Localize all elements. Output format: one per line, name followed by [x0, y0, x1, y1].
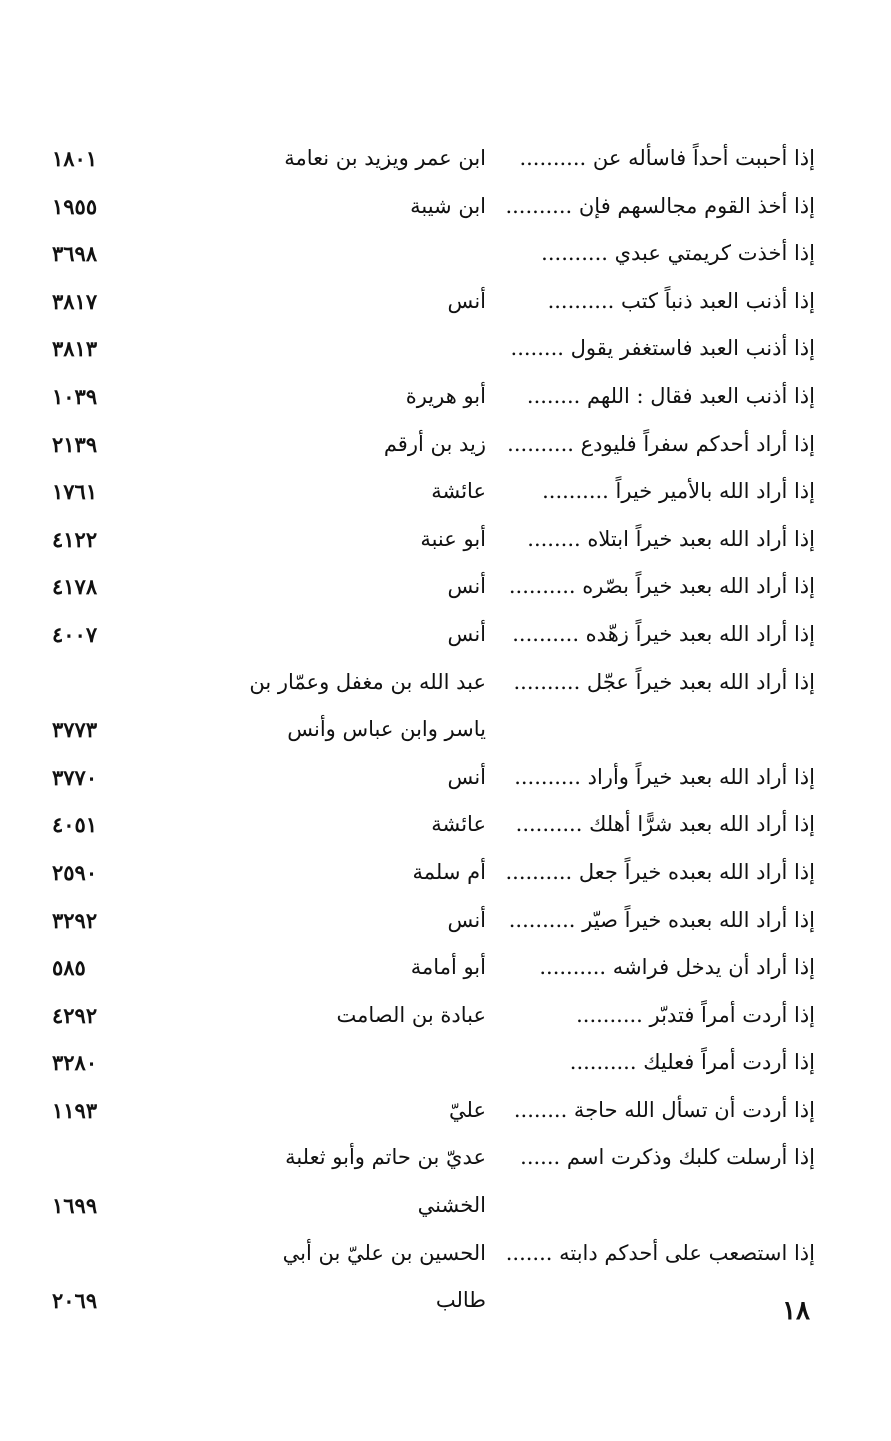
index-entry [0, 281, 891, 329]
hadith-text: إذا أراد الله بعبد خيراً زهّده .......... [512, 621, 815, 646]
hadith-number: ٥٨٥ [52, 955, 86, 981]
hadith-text: إذا أذنب العبد فاستغفر يقول ........ [510, 336, 815, 361]
hadith-text: إذا أراد الله بعبد خيراً بصّره .......... [508, 574, 815, 599]
index-entry [0, 995, 891, 1043]
index-entry [0, 471, 891, 519]
hadith-number: ١١٩٣ [52, 1097, 98, 1123]
hadith-number: ٣٢٨٠ [52, 1050, 98, 1076]
narrator-name: الحسين بن عليّ بن أبي [282, 1240, 486, 1265]
hadith-text: إذا أراد الله بعبد شرًّا أهلك .......... [515, 812, 815, 837]
index-entry [0, 900, 891, 948]
page-number: ١٨ [782, 1296, 810, 1326]
narrator-name: عبادة بن الصامت [336, 1002, 486, 1027]
hadith-text: إذا أحببت أحداً فاسأله عن .......... [519, 146, 815, 170]
narrator-name: الخشني [417, 1193, 486, 1218]
hadith-text: إذا أراد الله بعبد خيراً عجّل .......... [513, 669, 815, 694]
hadith-text: إذا أرسلت كلبك وذكرت اسم ...... [520, 1145, 815, 1170]
index-entry [0, 804, 891, 852]
hadith-number: ٤٠٥١ [52, 812, 98, 838]
narrator-name: ياسر وابن عباس وأنس [287, 717, 486, 742]
narrator-name: أبو عنبة [420, 526, 486, 551]
index-entry [0, 376, 891, 424]
index-entry [0, 1185, 891, 1233]
hadith-number: ٤٠٠٧ [52, 621, 98, 647]
hadith-number: ٤٢٩٢ [52, 1002, 98, 1028]
narrator-name: أم سلمة [412, 859, 486, 884]
narrator-name: عائشة [431, 812, 486, 837]
hadith-text: إذا أذنب العبد ذنباً كتب .......... [547, 288, 815, 313]
index-entry [0, 852, 891, 900]
hadith-index-list [0, 138, 891, 1328]
hadith-number: ٢١٣٩ [52, 431, 98, 457]
hadith-text: إذا أراد الله بعبده خيراً جعل .......... [505, 859, 815, 884]
narrator-name: أبو هريرة [405, 383, 486, 408]
narrator-name: ابن شيبة [410, 193, 486, 218]
index-entry [0, 662, 891, 710]
hadith-text: إذا أراد الله بعبده خيراً صيّر .......... [508, 907, 815, 932]
narrator-name: أبو أمامة [410, 955, 486, 980]
hadith-number: ٤١٢٢ [52, 526, 98, 552]
index-entry [0, 138, 891, 186]
index-entry [0, 614, 891, 662]
hadith-number: ٣٨١٣ [52, 336, 98, 362]
narrator-name: عليّ [449, 1097, 486, 1122]
hadith-text: إذا أراد أن يدخل فراشه .......... [539, 955, 815, 980]
index-entry [0, 709, 891, 757]
hadith-number: ٣٧٧٠ [52, 764, 98, 790]
narrator-name: عبد الله بن مغفل وعمّار بن [249, 669, 486, 694]
hadith-number: ٤١٧٨ [52, 574, 98, 600]
narrator-name: طالب [435, 1288, 486, 1313]
narrator-name: زيد بن أرقم [383, 431, 486, 456]
hadith-text: إذا أخذ القوم مجالسهم فإن .......... [505, 193, 815, 218]
narrator-name: عائشة [431, 479, 486, 504]
index-entry [0, 1042, 891, 1090]
index-entry [0, 233, 891, 281]
index-entry [0, 947, 891, 995]
hadith-number: ١٦٩٩ [52, 1193, 98, 1219]
hadith-number: ٣٦٩٨ [52, 241, 98, 267]
index-entry [0, 1233, 891, 1281]
index-entry [0, 328, 891, 376]
hadith-number: ١٩٥٥ [52, 193, 98, 219]
hadith-text: إذا استصعب على أحدكم دابته ....... [505, 1240, 815, 1265]
hadith-number: ٣٢٩٢ [52, 907, 98, 933]
index-entry [0, 186, 891, 234]
index-entry [0, 424, 891, 472]
index-entry [0, 566, 891, 614]
index-entry [0, 1137, 891, 1185]
hadith-text: إذا أردت أمراً فعليك .......... [569, 1050, 815, 1075]
hadith-number: ١٧٦١ [52, 479, 98, 505]
narrator-name: عديّ بن حاتم وأبو ثعلبة [285, 1145, 486, 1170]
narrator-name: أنس [447, 907, 486, 932]
hadith-text: إذا أراد الله بعبد خيراً وأراد .......... [514, 764, 815, 789]
hadith-number: ٢٠٦٩ [52, 1288, 98, 1314]
hadith-number: ٢٥٩٠ [52, 859, 98, 885]
hadith-number: ٣٧٧٣ [52, 717, 98, 743]
narrator-name: أنس [447, 764, 486, 789]
narrator-name: أنس [447, 288, 486, 313]
index-entry [0, 1090, 891, 1138]
narrator-name: أنس [447, 621, 486, 646]
hadith-text: إذا أخذت كريمتي عبدي .......... [541, 241, 815, 266]
hadith-text: إذا أراد الله بالأمير خيراً .......... [542, 479, 815, 504]
narrator-name: أنس [447, 574, 486, 599]
hadith-number: ١٠٣٩ [52, 383, 98, 409]
index-entry [0, 519, 891, 567]
hadith-text: إذا أردت أمراً فتدبّر .......... [576, 1002, 815, 1027]
narrator-name: ابن عمر ويزيد بن نعامة [284, 146, 486, 170]
hadith-text: إذا أردت أن تسأل الله حاجة ........ [513, 1097, 815, 1122]
hadith-number: ٣٨١٧ [52, 288, 98, 314]
index-entry [0, 757, 891, 805]
hadith-number: ١٨٠١ [52, 146, 98, 171]
hadith-text: إذا أذنب العبد فقال : اللهم ........ [526, 383, 815, 408]
hadith-text: إذا أراد الله بعبد خيراً ابتلاه ........ [527, 526, 815, 551]
hadith-text: إذا أراد أحدكم سفراً فليودع .......... [507, 431, 815, 456]
